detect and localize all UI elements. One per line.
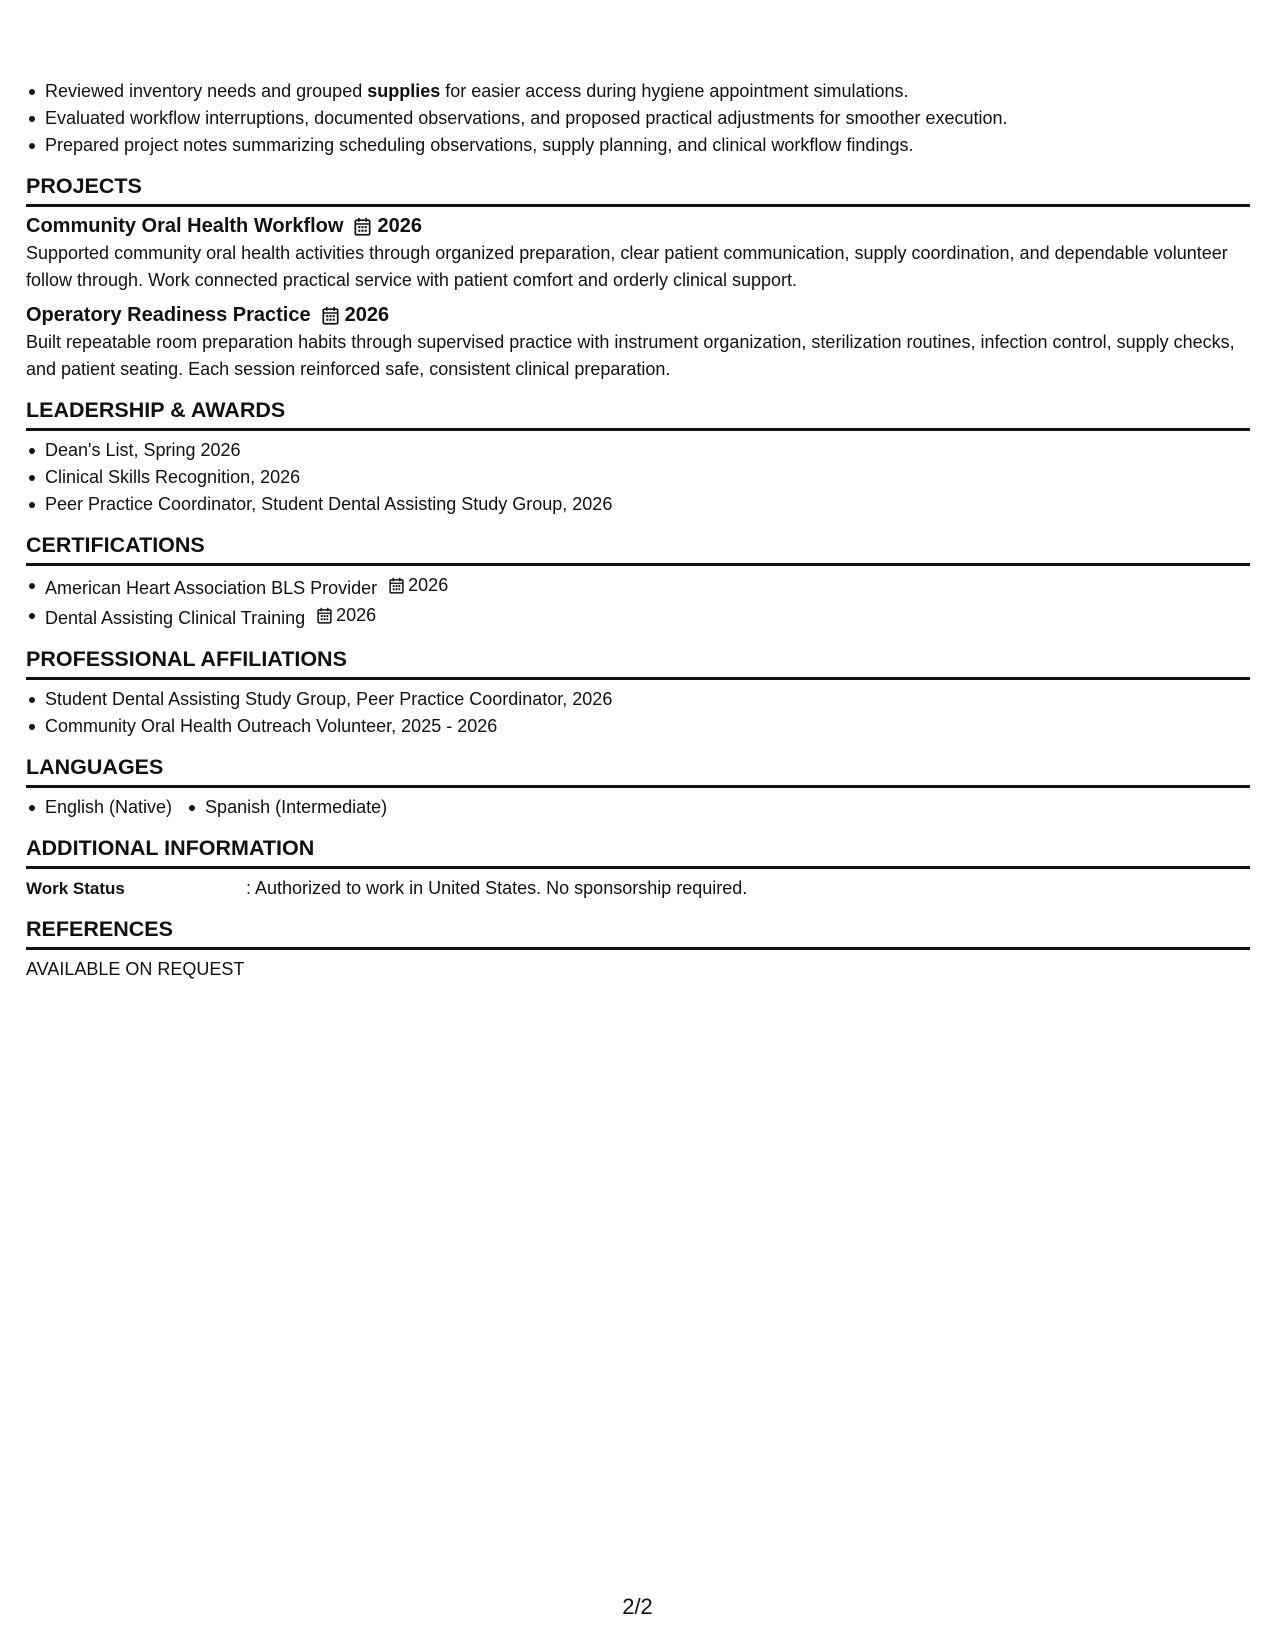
bold-keyword: supplies: [367, 81, 441, 101]
list-item: Student Dental Assisting Study Group, Peer Practice Coordinator, 2026: [45, 686, 1250, 713]
list-item: Community Oral Health Outreach Volunteer, 2025 - 2026: [45, 713, 1250, 740]
languages-section: [26, 754, 1250, 821]
project-name: Community Oral Health Workflow: [26, 215, 344, 237]
references-section: [26, 916, 1250, 983]
calendar-icon: [354, 217, 371, 236]
certification-name: American Heart Association BLS Provider: [45, 578, 378, 598]
certifications-section: [26, 532, 1250, 632]
list-item: Peer Practice Coordinator, Student Dental Assisting Study Group, 2026: [45, 491, 1250, 518]
section-title: LEADERSHIP & AWARDS: [26, 397, 1250, 431]
project-description: Built repeatable room preparation habits through supervised practice with instrument organization, sterilization routines, infection control, supply checks, and patient seating. Each session reinforced safe, consistent clinical preparation.: [26, 332, 1235, 379]
projects-section: [26, 173, 1250, 383]
certification-date: 2026: [408, 575, 449, 595]
certification-date: 2026: [336, 605, 377, 625]
list-item: Dean's List, Spring 2026: [45, 437, 1250, 464]
work-status-label: Work Status: [26, 879, 125, 898]
project-entry: [26, 302, 1250, 383]
list-item: Prepared project notes summarizing scheduling observations, supply planning, and clinical workflow findings.: [45, 132, 1250, 159]
project-date: 2026: [377, 215, 422, 237]
section-title: ADDITIONAL INFORMATION: [26, 835, 1250, 869]
experience-bullets: [26, 78, 1250, 159]
references-text: AVAILABLE ON REQUEST: [26, 959, 245, 979]
additional-info-section: [26, 835, 1250, 902]
list-item: [45, 572, 1250, 602]
project-description: Supported community oral health activities through organized preparation, clear patient communication, supply coordination, and dependable volunteer follow through. Work connected practical service with patient comfort and orderly clinical support.: [26, 243, 1228, 290]
section-title: PROFESSIONAL AFFILIATIONS: [26, 646, 1250, 680]
calendar-icon: [322, 306, 339, 325]
work-status-value: : Authorized to work in United States. No sponsorship required.: [246, 878, 748, 898]
list-item: Clinical Skills Recognition, 2026: [45, 464, 1250, 491]
certification-name: Dental Assisting Clinical Training: [45, 608, 306, 628]
list-item: [45, 602, 1250, 632]
affiliations-section: [26, 646, 1250, 740]
list-item: Evaluated workflow interruptions, documented observations, and proposed practical adjustments for smoother execution.: [45, 105, 1250, 132]
project-name: Operatory Readiness Practice: [26, 304, 311, 326]
resume-page: [26, 78, 1250, 983]
calendar-icon: [389, 577, 404, 594]
language-item: Spanish (Intermediate): [205, 794, 387, 821]
language-item: English (Native): [45, 794, 172, 821]
section-title: CERTIFICATIONS: [26, 532, 1250, 566]
section-title: LANGUAGES: [26, 754, 1250, 788]
section-title: PROJECTS: [26, 173, 1250, 207]
project-date: 2026: [344, 304, 390, 326]
leadership-section: [26, 397, 1250, 518]
page-number: 2/2: [622, 1594, 653, 1619]
calendar-icon: [317, 607, 332, 624]
list-item: Reviewed inventory needs and grouped supplies for easier access during hygiene appointment simulations.: [45, 78, 1250, 105]
project-entry: [26, 213, 1250, 294]
section-title: REFERENCES: [26, 916, 1250, 950]
